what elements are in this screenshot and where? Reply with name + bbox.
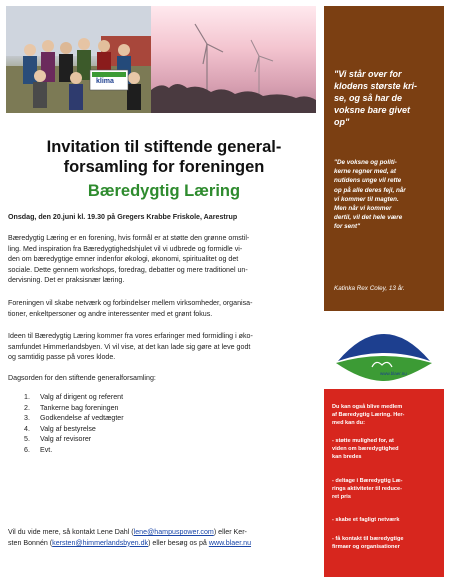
info-line: - støtte mulighed for, at xyxy=(332,438,394,444)
agenda-text: Valg af revisorer xyxy=(40,435,92,444)
agenda-text: Valg af bestyrelse xyxy=(40,424,96,433)
agenda-number: 2. xyxy=(24,403,30,412)
contact-text: sten Bonnén ( xyxy=(8,538,53,547)
membership-bullet xyxy=(332,535,440,551)
children-photo-illustration xyxy=(6,6,151,113)
membership-bullet xyxy=(332,437,440,462)
info-line: med kan du: xyxy=(332,420,365,427)
membership-box xyxy=(324,389,444,577)
agenda-number: 4. xyxy=(24,424,30,433)
agenda-list xyxy=(24,392,224,456)
quote-author: Katinka Rex Coley, 13 år. xyxy=(334,285,405,292)
text-line: Ideen til Bæredygtig Læring kommer fra vores erfaringer med formidling i øko- xyxy=(8,332,253,340)
info-line: rings aktiviteter til reduce- xyxy=(332,486,402,493)
contact-text: Vil du vide mere, så kontakt Lene Dahl ( xyxy=(8,528,134,536)
agenda-text: Evt. xyxy=(40,445,53,454)
info-line: ret pris xyxy=(332,494,351,501)
website-link[interactable]: www.blaer.nu xyxy=(208,538,252,547)
email-link-lene[interactable]: lene@hampuspower.com xyxy=(133,528,214,536)
membership-bullet xyxy=(332,516,440,524)
quote-line: kerne regner med, at xyxy=(334,168,396,176)
quote-line: op på alle deres fejl, når xyxy=(334,186,406,194)
agenda-text: Valg af dirigent og referent xyxy=(40,393,124,401)
info-line: - deltage i Bæredygtig Læ- xyxy=(332,478,403,484)
organization-name: Bæredygtig Læring xyxy=(87,182,241,200)
banner-text: klima xyxy=(96,78,114,85)
contact-info xyxy=(8,527,321,548)
quote-body xyxy=(334,158,442,232)
quote-line: Men når vi kommer xyxy=(334,205,392,213)
quote-line: op" xyxy=(334,117,350,127)
logo-area xyxy=(324,311,444,388)
paragraph-network xyxy=(8,298,321,319)
membership-bullet xyxy=(332,477,440,502)
wind-turbines-illustration xyxy=(151,6,316,113)
text-line: ling. Med inspiration fra Bæredygtighedshjulet vil vi udbrede og formidle vi- xyxy=(8,244,243,253)
info-line: Du kan også blive medlem xyxy=(332,404,403,410)
info-line: firmaer og organisationer xyxy=(332,544,400,551)
info-line: kan bredes xyxy=(332,454,362,461)
text-line: sociale. Dette gennem workshops, foredrag, debatter og mere traditionel un- xyxy=(8,265,248,274)
quote-headline xyxy=(334,68,440,128)
quote-line: "Vi står over for xyxy=(334,69,402,79)
title-line-1: Invitation til stiftende general- xyxy=(46,138,282,156)
info-line: - skabe et fagligt netværk xyxy=(332,517,400,523)
agenda-number: 5. xyxy=(24,435,30,444)
agenda-item xyxy=(24,403,224,414)
contact-line-1 xyxy=(8,527,321,538)
contact-text: ) eller Ker- xyxy=(213,528,247,536)
agenda-text: Godkendelse af vedtægter xyxy=(40,414,124,423)
contact-line-2 xyxy=(8,538,321,549)
quote-line: klodens største kri- xyxy=(334,81,418,91)
paragraph-idea xyxy=(8,331,321,363)
text-line: den om bæredygtige emner indenfor økologi, økonomi, spiritualitet og det xyxy=(8,255,239,264)
agenda-number: 3. xyxy=(24,414,30,423)
quote-panel xyxy=(324,6,444,311)
text-line: og samtidig passe på vores klode. xyxy=(8,353,116,362)
text-line: samfundet Himmerlandsbyen. Vi vil vise, at det kan lade sig gøre at leve godt xyxy=(8,342,251,351)
photo-wind-turbines xyxy=(151,6,316,113)
email-link-kersten[interactable]: kersten@himmerlandsbyen.dk xyxy=(52,538,149,547)
text-line: dervisning. Det er praksisnær læring. xyxy=(8,276,125,285)
agenda-item xyxy=(24,413,224,424)
agenda-number: 6. xyxy=(24,445,30,454)
info-line: - få kontakt til bæredygtige xyxy=(332,536,404,542)
agenda-item xyxy=(24,434,224,445)
quote-line: "De voksne og politi- xyxy=(334,159,397,166)
agenda-item xyxy=(24,392,224,403)
quote-line: nutidens unge vil rette xyxy=(334,177,402,185)
membership-intro xyxy=(332,403,440,428)
quote-line: se, og så har de xyxy=(334,93,403,103)
contact-text: ) eller besøg os på xyxy=(148,538,209,547)
text-line: Foreningen vil skabe netværk og forbindelser mellem virksomheder, organisa- xyxy=(8,299,253,307)
photo-children-banner xyxy=(6,6,151,113)
agenda-item xyxy=(24,424,224,435)
quote-line: dertil, vil det hele være xyxy=(334,214,403,222)
agenda-text: Tankerne bag foreningen xyxy=(40,403,119,412)
page-title xyxy=(6,137,322,177)
quote-line: for sent" xyxy=(334,223,361,231)
title-line-2: forsamling for foreningen xyxy=(63,158,265,176)
paragraph-intro xyxy=(8,233,321,286)
meeting-details: Onsdag, den 20.juni kl. 19.30 på Gregers Krabbe Friskole, Aarestrup xyxy=(8,213,238,221)
logo-url: www.blaer.nu xyxy=(380,371,407,376)
agenda-number: 1. xyxy=(24,393,30,401)
agenda-heading: Dagsorden for den stiftende generalforsamling: xyxy=(8,374,156,382)
quote-line: vi kommer til magten. xyxy=(334,195,399,203)
info-line: af Bæredygtig Læring. Her- xyxy=(332,412,405,419)
quote-line: voksne bare givet xyxy=(334,105,411,115)
info-line: viden om bæredygtighed xyxy=(332,446,399,453)
text-line: Bæredygtig Læring er en forening, hvis formål er at støtte den grønne omstil- xyxy=(8,234,250,242)
logo-text: BÆREDYGTIG LÆRING xyxy=(354,330,416,336)
agenda-item xyxy=(24,445,224,456)
text-line: tioner, enkeltpersoner og andre interessenter med et grønt fokus. xyxy=(8,309,213,318)
